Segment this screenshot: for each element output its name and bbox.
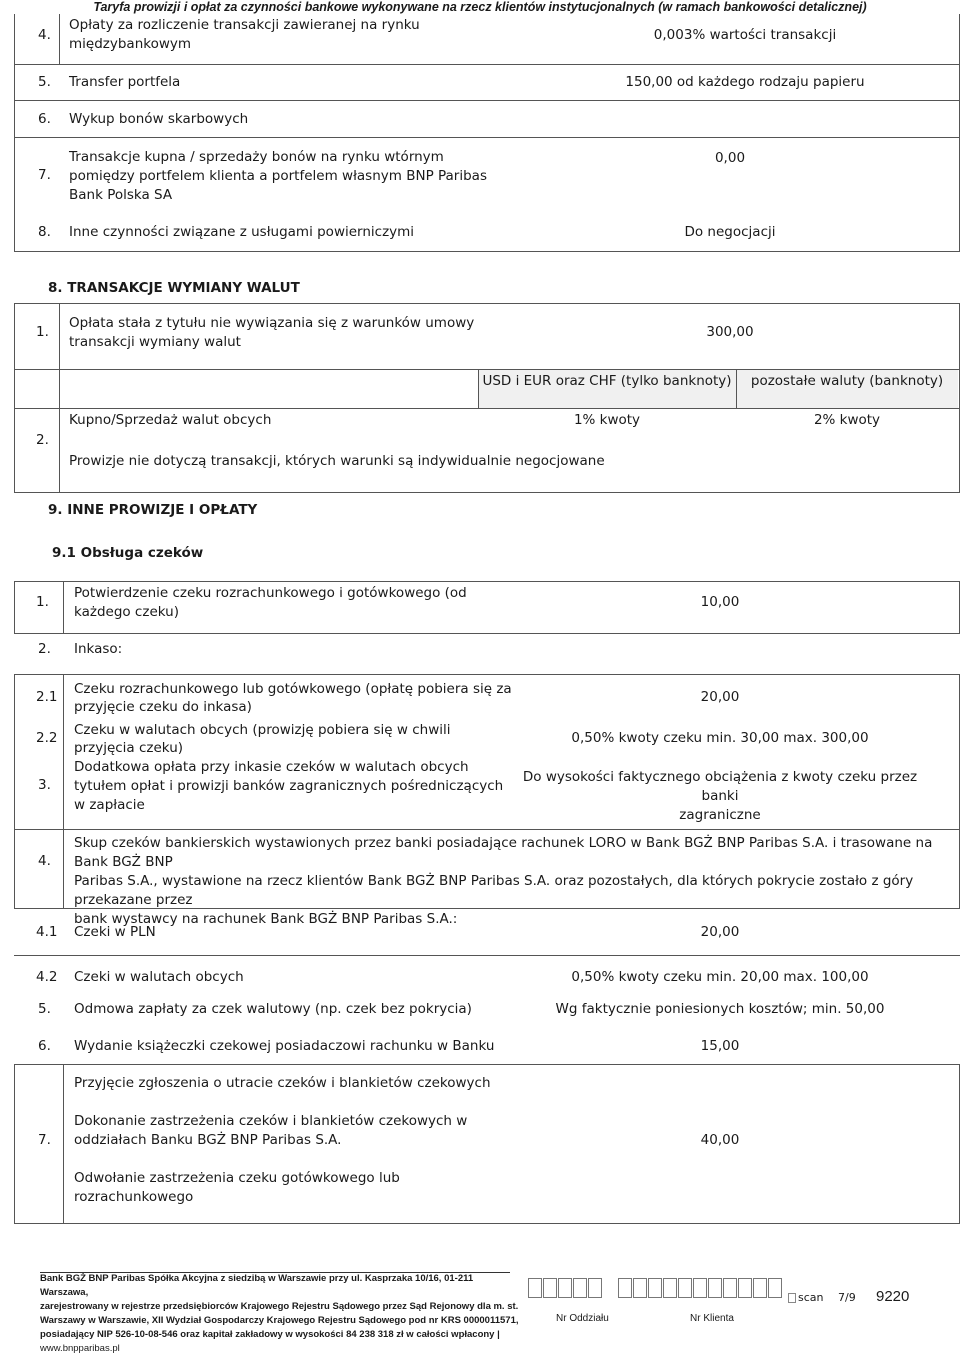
row-num: 7. <box>38 1132 51 1148</box>
branch-number-label: Nr Oddziału <box>556 1313 609 1324</box>
row-value: 20,00 <box>700 924 740 940</box>
row-desc: Odmowa zapłaty za czek walutowy (np. czek bez pokrycia) <box>74 1001 472 1017</box>
row-value: 300,00 <box>706 324 754 340</box>
row-num: 4.1 <box>36 924 58 940</box>
row-desc: Transakcje kupna / sprzedaży bonów na rynku wtórnym pomiędzy portfelem klienta a portfelem własnym BNP Paribas Bank Polska SA <box>69 149 487 203</box>
row-value: Do wysokości faktycznego obciążenia z kwoty czeku przez banki zagraniczne <box>522 769 918 823</box>
row-desc: Inkaso: <box>74 641 123 657</box>
document-code: 9220 <box>876 1288 910 1305</box>
row-value: 40,00 <box>700 1132 740 1148</box>
row-value: Do negocjacji <box>684 224 776 240</box>
row-num: 3. <box>38 777 51 793</box>
row-num: 5. <box>38 1001 51 1017</box>
row-value: 0,003% wartości transakcji <box>653 27 837 43</box>
footer-legal: Bank BGŻ BNP Paribas Spółka Akcyjna z siedzibą w Warszawie przy ul. Kasprzaka 10/16, 01-211 Warszawa, zarejestrowany w rejestrze przedsiębiorców Krajowego Rejestru Sądowego przez Sąd Rejonowy dla m. st. Warszawy w Warszawie, XII Wydział Gospodarczy Krajowego Rejestru Sądowego pod nr KRS 0000011571, posiadający NIP 526-10-08-546 oraz kapitał zakładowy w wysokości 84 238 318 zł w całości wpłacony | www.bnpparibas.pl <box>40 1273 519 1354</box>
row-value: 1% kwoty <box>573 412 641 428</box>
column-header: pozostałe waluty (banknoty) <box>750 373 944 389</box>
row-desc: Dodatkowa opłata przy inkasie czeków w walutach obcych tytułem opłat i prowizji banków zagranicznych pośredniczących w zapłacie <box>74 759 504 813</box>
row-num: 7. <box>38 167 51 183</box>
row-num: 5. <box>38 74 51 90</box>
row-value: 20,00 <box>700 689 740 705</box>
row-desc: Wydanie książeczki czekowej posiadaczowi rachunku w Banku <box>74 1038 495 1054</box>
row-desc: Czeku w walutach obcych (prowizję pobiera się w chwili przyjęcia czeku) <box>74 722 451 756</box>
row-desc: Skup czeków bankierskich wystawionych przez banki posiadające rachunek LORO w Bank BGŻ BNP Paribas S.A. i trasowane na Bank BGŻ BNP Paribas S.A., wystawione na rzecz klientów Bank BGŻ BNP Paribas S.A. oraz pozostałych, dla których pokrycie zostało z góry przekazane przez bank wystawcy na rachunek Bank BGŻ BNP Paribas S.A.: <box>74 835 933 927</box>
section9-subtitle: 9.1 Obsługa czeków <box>52 545 204 561</box>
row-value: 0,00 <box>714 150 746 166</box>
row-value: 0,50% kwoty czeku min. 30,00 max. 300,00 <box>571 730 869 746</box>
client-number-label: Nr Klienta <box>690 1313 734 1324</box>
document-header: Taryfa prowizji i opłat za czynności bankowe wykonywane na rzecz klientów instytucjonalnych (w ramach bankowości detalicznej) <box>93 0 867 14</box>
row-num: 6. <box>38 1038 51 1054</box>
row-desc: Odwołanie zastrzeżenia czeku gotówkowego lub rozrachunkowego <box>74 1170 400 1205</box>
scan-checkbox-icon <box>788 1293 796 1303</box>
row-desc: Opłata stała z tytułu nie wywiązania się z warunków umowy transakcji wymiany walut <box>69 315 475 350</box>
row-num: 4.2 <box>36 969 58 985</box>
row-desc: Potwierdzenie czeku rozrachunkowego i gotówkowego (od każdego czeku) <box>74 585 467 620</box>
row-desc: Czeki w walutach obcych <box>74 969 244 985</box>
row-note: Prowizje nie dotyczą transakcji, których warunki są indywidualnie negocjowane <box>69 453 605 469</box>
row-desc: Opłaty za rozliczenie transakcji zawieranej na rynku międzybankowym <box>69 17 420 52</box>
row-value: 2% kwoty <box>813 412 881 428</box>
page-number: 7/9 <box>838 1291 856 1304</box>
row-num: 2. <box>38 641 51 657</box>
row-value: Wg faktycznie poniesionych kosztów; min. 50,00 <box>555 1001 885 1017</box>
row-desc: Czeku rozrachunkowego lub gotówkowego (opłatę pobiera się za przyjęcie czeku do inkasa) <box>74 681 512 715</box>
section8-title: 8. TRANSAKCJE WYMIANY WALUT <box>48 280 300 296</box>
row-num: 8. <box>38 224 51 240</box>
row-desc: Wykup bonów skarbowych <box>69 111 249 127</box>
row-desc: Dokonanie zastrzeżenia czeków i blankietów czekowych w oddziałach Banku BGŻ BNP Paribas S.A. <box>74 1113 468 1148</box>
scan-label: scan <box>798 1291 824 1304</box>
row-num: 2.1 <box>36 689 58 705</box>
row-num: 6. <box>38 111 51 127</box>
column-header: USD i EUR oraz CHF (tylko banknoty) <box>482 373 732 389</box>
row-num: 4. <box>38 853 51 869</box>
row-num: 1. <box>36 324 49 340</box>
row-num: 4. <box>38 27 51 43</box>
row-desc: Transfer portfela <box>69 74 181 90</box>
row-value: 15,00 <box>700 1038 740 1054</box>
row-num: 2.2 <box>36 730 58 746</box>
row-desc: Czeki w PLN <box>74 924 156 940</box>
row-desc: Inne czynności związane z usługami powierniczymi <box>69 224 415 240</box>
row-value: 0,50% kwoty czeku min. 20,00 max. 100,00 <box>571 969 869 985</box>
row-num: 2. <box>36 432 49 448</box>
row-value: 10,00 <box>700 594 740 610</box>
row-value: 150,00 od każdego rodzaju papieru <box>625 74 865 90</box>
row-num: 1. <box>36 594 49 610</box>
row-desc: Kupno/Sprzedaż walut obcych <box>69 412 272 428</box>
section9-title: 9. INNE PROWIZJE I OPŁATY <box>48 502 258 518</box>
row-desc: Przyjęcie zgłoszenia o utracie czeków i blankietów czekowych <box>74 1075 491 1091</box>
